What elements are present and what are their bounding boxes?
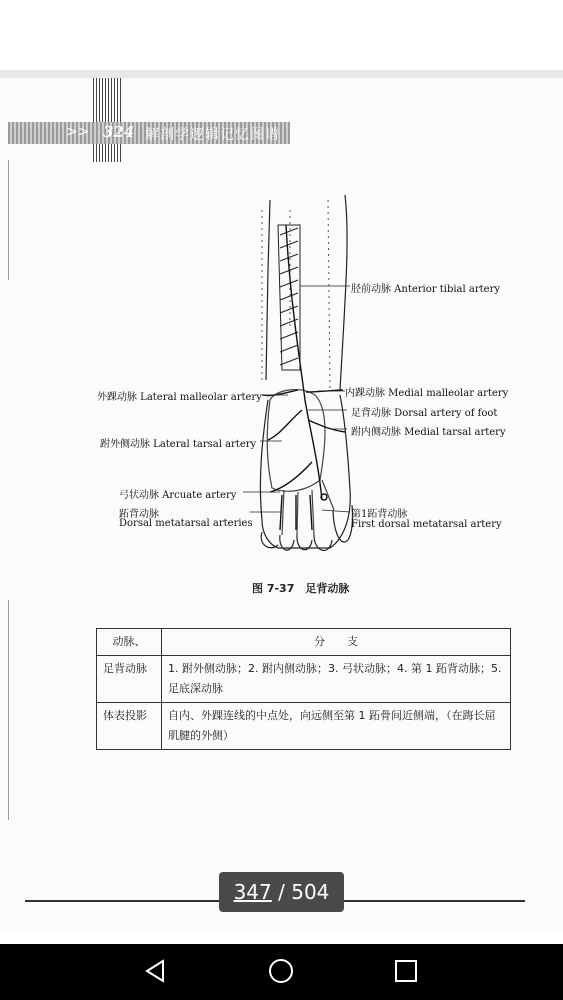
leg-outline-right — [340, 195, 347, 390]
header-branches: 分 支 — [162, 629, 511, 656]
artery-branches-table — [96, 628, 511, 750]
label-first-dorsal-metatarsal-en: First dorsal metatarsal artery — [351, 519, 502, 530]
android-nav-bar — [0, 944, 563, 1000]
home-icon — [266, 956, 296, 986]
margin-mark-lower — [8, 600, 9, 820]
page-number: 324 — [103, 123, 135, 141]
label-dorsal-metatarsal-en: Dorsal metatarsal arteries — [119, 518, 253, 529]
label-arcuate: 弓状动脉 Arcuate artery — [119, 490, 237, 501]
back-button[interactable] — [141, 956, 171, 986]
label-dorsal-foot: 足背动脉 Dorsal artery of foot — [351, 408, 498, 419]
header-artery: 动脉、 — [97, 629, 162, 656]
toe-1 — [261, 532, 278, 548]
leader-first-dorsal-metatarsal — [322, 510, 350, 512]
label-first-dorsal-metatarsal-cn: 第1跖背动脉 — [351, 509, 408, 520]
label-dorsal-metatarsal-cn: 跖背动脉 — [119, 509, 159, 520]
artery-dorsal-metatarsal — [280, 495, 312, 530]
tibialis-tendon — [278, 225, 300, 370]
table-header-row — [97, 629, 511, 656]
recents-icon — [391, 956, 421, 986]
back-icon — [141, 956, 171, 986]
label-lateral-tarsal: 跗外侧动脉 Lateral tarsal artery — [100, 439, 257, 450]
leg-outline-left — [266, 200, 270, 380]
table-row — [97, 656, 511, 703]
label-anterior-tibial: 胫前动脉 Anterior tibial artery — [351, 284, 500, 295]
row-name: 体表投影 — [97, 703, 162, 750]
artery-medial-tarsal — [308, 420, 345, 432]
label-lateral-malleolar: 外踝动脉 Lateral malleolar artery — [97, 392, 262, 403]
metatarsal-lines — [282, 480, 334, 535]
artery-lateral-tarsal — [268, 410, 302, 440]
book-title: 解剖学逻辑记忆图谱 — [145, 127, 280, 143]
dotted-right — [328, 200, 330, 390]
recents-button[interactable] — [391, 956, 421, 986]
row-content: 1. 跗外侧动脉；2. 跗内侧动脉；3. 弓状动脉；4. 第 1 跖背动脉；5. 足底深动脉 — [162, 656, 511, 703]
row-name: 足背动脉 — [97, 656, 162, 703]
bone-block — [267, 390, 325, 492]
figure-caption: 图 7-37 足背动脉 — [252, 582, 350, 595]
page-counter[interactable] — [219, 872, 344, 912]
label-medial-malleolar: 内踝动脉 Medial malleolar artery — [345, 388, 509, 399]
artery-main — [286, 225, 322, 500]
total-pages: 504 — [291, 880, 330, 904]
chevron-text: >> — [66, 124, 90, 140]
table-row — [97, 703, 511, 750]
home-button[interactable] — [266, 956, 296, 986]
label-medial-tarsal: 跗内侧动脉 Medial tarsal artery — [351, 427, 506, 438]
foot-outline — [260, 395, 350, 548]
row-content: 自内、外踝连线的中点处，向远侧至第 1 跖骨间近侧端，（在踇长屈肌腱的外侧） — [162, 703, 511, 750]
page-separator: / — [271, 880, 292, 904]
current-page: 347 — [233, 880, 272, 904]
